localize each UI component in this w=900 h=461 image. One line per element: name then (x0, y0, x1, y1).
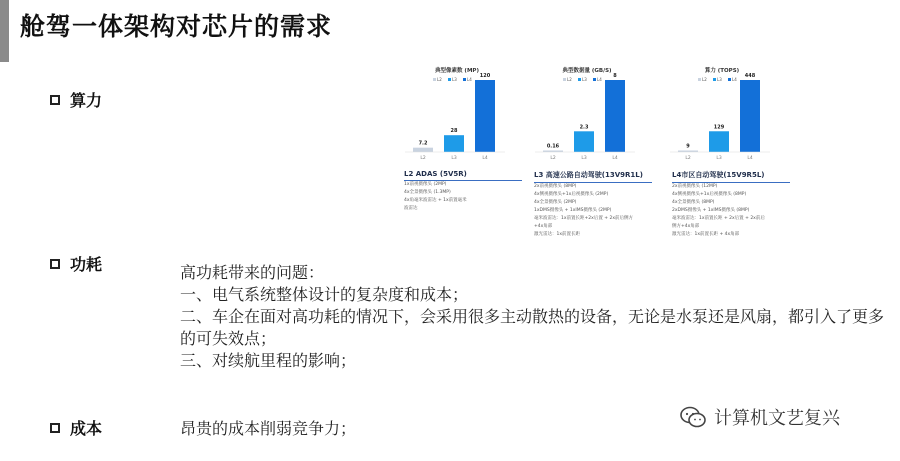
wechat-icon (680, 406, 706, 428)
tick-label: L4 (612, 156, 618, 161)
data-label: 2.3 (579, 124, 589, 131)
chart-title: 典型数据量 (GB/S) (562, 68, 612, 74)
data-label: 28 (450, 128, 458, 135)
legend-swatch (698, 78, 701, 81)
watermark (680, 404, 840, 430)
tick-label: L3 (581, 156, 587, 161)
power-point-1: 一、电气系统整体设计的复杂度和成本； (180, 285, 469, 304)
bar (709, 131, 729, 152)
data-label: 7.2 (418, 140, 428, 147)
section-power (50, 252, 102, 275)
config-line: 激光雷达：1x前置长距 (534, 232, 581, 237)
tick-label: L3 (451, 156, 457, 161)
power-point-3: 三、对续航里程的影响； (180, 351, 357, 370)
legend-swatch (563, 78, 566, 81)
bar (444, 135, 464, 152)
tick-label: L2 (550, 156, 556, 161)
legend-label: L2 (702, 77, 707, 82)
tick-label: L2 (420, 156, 426, 161)
bar (574, 131, 594, 152)
chart-title: 典型像素数 (MP) (435, 68, 479, 74)
bar (740, 80, 760, 152)
data-label: 9 (686, 143, 690, 150)
config-line: 毫米波雷达：1x前置长距+2x后置 + 2x前后侧方 (534, 216, 633, 221)
config-line: 2x前视摄像头 (8MP) (534, 184, 577, 189)
config-line: 波雷达 (404, 206, 418, 211)
bar-charts-svg (395, 60, 785, 170)
legend-label: L3 (582, 77, 587, 82)
config-line: 1x前视摄像头 (2MP) (404, 182, 447, 187)
cost-text: 昂贵的成本削弱竞争力； (180, 419, 357, 438)
data-label: 0.16 (546, 143, 560, 150)
square-bullet-icon (50, 95, 60, 105)
legend-label: L4 (732, 77, 737, 82)
legend-swatch (448, 78, 451, 81)
config-line: 2x前视摄像头 (12MP) (672, 184, 718, 189)
legend-label: L3 (452, 77, 457, 82)
config-line: 毫米波雷达：1x前置长距 + 2x后置 + 2x前后 (672, 216, 765, 221)
watermark-text: 计算机文艺复兴 (714, 408, 840, 429)
config-box-l4 (672, 170, 790, 239)
square-bullet-icon (50, 259, 60, 269)
legend-label: L2 (437, 77, 442, 82)
config-boxes (400, 170, 790, 260)
legend-swatch (713, 78, 716, 81)
section-cost (50, 416, 102, 439)
bar (413, 148, 433, 152)
bar (475, 80, 495, 152)
config-line: 4x全景摄像头 (2MP) (534, 200, 577, 205)
config-box-l3 (534, 170, 652, 239)
legend-swatch (433, 78, 436, 81)
tick-label: L4 (482, 156, 488, 161)
section-cost-label: 成本 (70, 419, 103, 438)
config-line: 2xDMS摄像头 + 1xIMS摄像头 (8MP) (672, 208, 750, 213)
config-line: 4x角毫米波雷达 + 1x前置毫米 (404, 198, 467, 203)
legend-swatch (578, 78, 581, 81)
square-bullet-icon (50, 423, 60, 433)
tick-label: L2 (685, 156, 691, 161)
tick-label: L4 (747, 156, 753, 161)
data-label: 129 (713, 124, 725, 131)
legend-swatch (463, 78, 466, 81)
legend-label: L2 (567, 77, 572, 82)
config-line: 侧方+4x角部 (672, 224, 700, 229)
section-compute (50, 88, 102, 111)
config-box-heading: L4市区自动驾驶(15V9R5L) (672, 170, 790, 183)
data-label: 448 (744, 73, 756, 79)
legend-label: L3 (717, 77, 722, 82)
power-intro-text: 高功耗带来的问题： (180, 263, 325, 282)
legend-swatch (728, 78, 731, 81)
chart-title: 算力 (TOPS) (704, 68, 740, 74)
tick-label: L3 (716, 156, 722, 161)
config-line: 4x全景摄像头 (8MP) (672, 200, 715, 205)
config-line: 激光雷达：1x前置长距 + 4x角部 (672, 232, 740, 237)
config-line: 4x侧视摄像头+1x后视摄像头 (2MP) (534, 192, 609, 197)
config-line: 1xDMS摄像头 + 1xIMS摄像头 (2MP) (534, 208, 612, 213)
config-line: +4x角部 (534, 224, 553, 229)
legend-label: L4 (597, 77, 602, 82)
section-power-label: 功耗 (70, 255, 103, 274)
legend-label: L4 (467, 77, 472, 82)
config-box-l2 (404, 170, 522, 213)
config-box-heading: L3 高速公路自动驾驶(13V9R1L) (534, 170, 652, 183)
page-title: 舱驾一体架构对芯片的需求 (20, 12, 333, 41)
data-label: 8 (613, 73, 617, 79)
section-compute-label: 算力 (70, 91, 103, 110)
bar (605, 80, 625, 152)
data-label: 120 (479, 73, 491, 79)
config-box-heading: L2 ADAS (5V5R) (404, 170, 522, 181)
config-line: 4x全景摄像头 (1.3MP) (404, 190, 451, 195)
config-line: 4x侧视摄像头+1x后视摄像头 (8MP) (672, 192, 747, 197)
legend-swatch (593, 78, 596, 81)
power-point-2: 二、车企在面对高功耗的情况下，会采用很多主动散热的设备，无论是水泵还是风扇，都引入了更多的可失效点； (180, 307, 885, 348)
title-accent-bar (0, 0, 9, 62)
